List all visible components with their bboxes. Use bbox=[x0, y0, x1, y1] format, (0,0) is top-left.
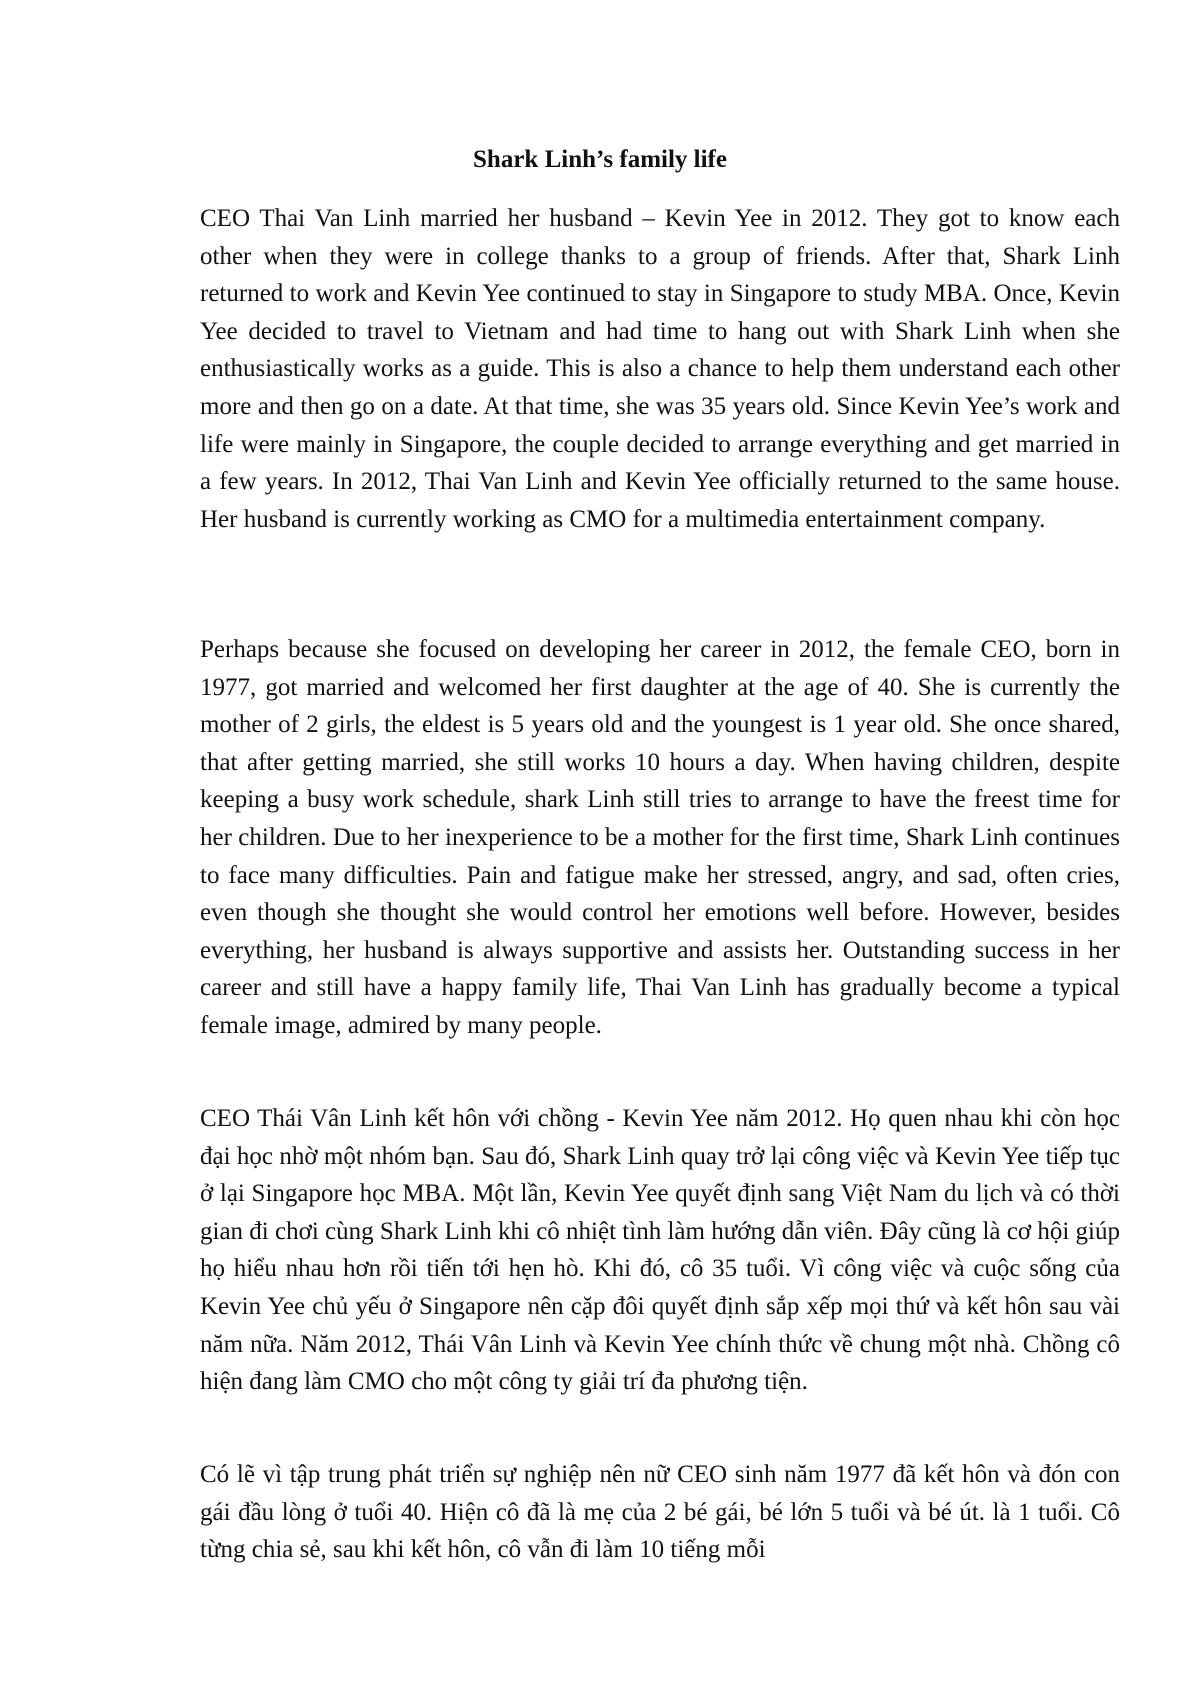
paragraph-vietnamese-1: CEO Thái Vân Linh kết hôn với chồng - Kevin Yee năm 2012. Họ quen nhau khi còn học đại học nhờ một nhóm bạn. Sau đó, Shark Linh quay trở lại công việc và Kevin Yee tiếp tục ở lại Singapore học MBA. Một lần, Kevin Yee quyết định sang Việt Nam du lịch và có thời gian đi chơi cùng Shark Linh khi cô nhiệt tình làm hướng dẫn viên. Đây cũng là cơ hội giúp họ hiểu nhau hơn rồi tiến tới hẹn hò. Khi đó, cô 35 tuổi. Vì công việc và cuộc sống của Kevin Yee chủ yếu ở Singapore nên cặp đôi quyết định sắp xếp mọi thứ và kết hôn sau vài năm nữa. Năm 2012, Thái Vân Linh và Kevin Yee chính thức về chung một nhà. Chồng cô hiện đang làm CMO cho một công ty giải trí đa phương tiện. bbox=[200, 1105, 1120, 1396]
paragraph-english-1: CEO Thai Van Linh married her husband – Kevin Yee in 2012. They got to know each other when they were in college thanks to a group of friends. After that, Shark Linh returned to work and Kevin Yee continued to stay in Singapore to study MBA. Once, Kevin Yee decided to travel to Vietnam and had time to hang out with Shark Linh when she enthusiastically works as a guide. This is also a chance to help them understand each other more and then go on a date. At that time, she was 35 years old. Since Kevin Yee’s work and life were mainly in Singapore, the couple decided to arrange everything and get married in a few years. In 2012, Thai Van Linh and Kevin Yee officially returned to the same house. Her husband is currently working as CMO for a multimedia entertainment company. bbox=[200, 205, 1120, 533]
paragraph-english-2: Perhaps because she focused on developing her career in 2012, the female CEO, born in 1977, got married and welcomed her first daughter at the age of 40. She is currently the mother of 2 girls, the eldest is 5 years old and the youngest is 1 year old. She once shared, that after getting married, she still works 10 hours a day. When having children, despite keeping a busy work schedule, shark Linh still tries to arrange to have the freest time for her children. Due to her inexperience to be a mother for the first time, Shark Linh continues to face many difficulties. Pain and fatigue make her stressed, angry, and sad, often cries, even though she thought she would control her emotions well before. However, besides everything, her husband is always supportive and assists her. Outstanding success in her career and still have a happy family life, Thai Van Linh has gradually become a typical female image, admired by many people. bbox=[200, 636, 1120, 1039]
paragraph-vietnamese-2: Có lẽ vì tập trung phát triển sự nghiệp nên nữ CEO sinh năm 1977 đã kết hôn và đón con gái đầu lòng ở tuổi 40. Hiện cô đã là mẹ của 2 bé gái, bé lớn 5 tuổi và bé út. là 1 tuổi. Cô từng chia sẻ, sau khi kết hôn, cô vẫn đi làm 10 tiếng mỗi bbox=[200, 1461, 1120, 1564]
document-title: Shark Linh’s family life bbox=[473, 146, 727, 173]
